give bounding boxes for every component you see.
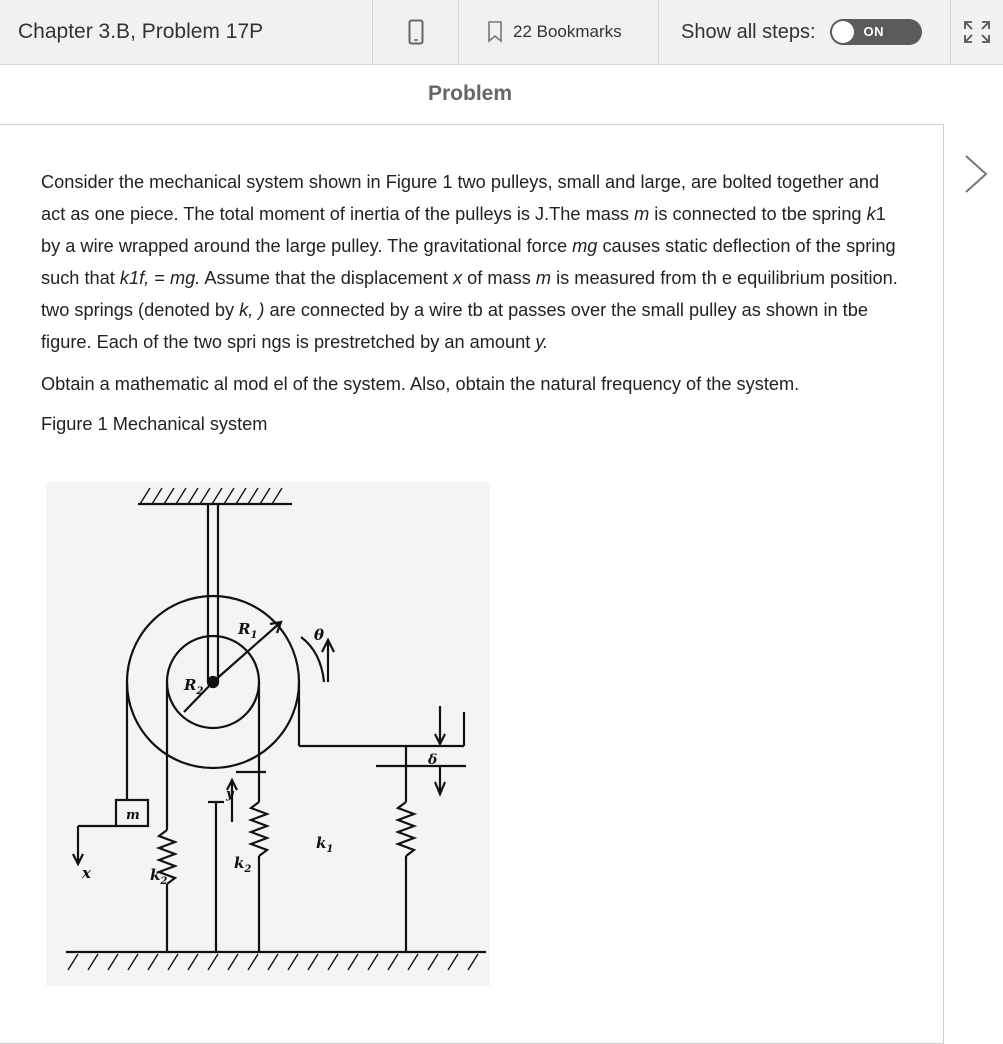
chapter-problem-title-text: Chapter 3.B, Problem 17P — [18, 20, 264, 43]
problem-text — [41, 166, 901, 440]
math-symbol: y. — [535, 332, 549, 352]
text-run: Assume that the displacement — [200, 268, 454, 288]
label-y: y — [226, 787, 234, 802]
expand-button[interactable] — [951, 0, 1003, 64]
show-all-steps — [659, 0, 951, 64]
text-run: of mass — [462, 268, 536, 288]
problem-paragraph-1 — [41, 166, 901, 358]
show-all-steps-label: Show all steps: — [681, 20, 816, 43]
text-run: are connected by a wire tb at passes over the small pulley as shown in tbe figure. Each of the two spri ngs is prestretched by an amount — [41, 300, 868, 352]
label-theta: θ — [314, 626, 325, 644]
chapter-problem-title — [0, 0, 373, 64]
text-run: 1 by a wire wrapped around the large pulley. The gravitational force — [41, 204, 886, 256]
label-mass: m — [126, 808, 140, 823]
label-k1: $k_1$ — [316, 834, 334, 855]
bookmarks-count-label: 22 Bookmarks — [513, 22, 622, 41]
text-run: Consider the mechanical system shown in Figure 1 two pulleys, small and large, are bolted together and act as one piece. The total moment of inertia of the pulleys is J.The mass — [41, 172, 880, 224]
mechanical-system-diagram — [46, 482, 490, 986]
math-symbol: x — [453, 268, 463, 288]
toggle-knob — [832, 21, 854, 43]
math-symbol: m — [535, 268, 552, 288]
label-delta: δ — [428, 752, 438, 768]
text-run: is connected to tbe spring — [649, 204, 867, 224]
top-bar — [0, 0, 1003, 65]
problem-paragraph-2: Obtain a mathematic al mod el of the system. Also, obtain the natural frequency of the system. — [41, 374, 800, 394]
mechanical-system-figure — [46, 482, 490, 986]
phone-icon — [408, 19, 424, 45]
math-symbol: k, ) — [239, 300, 265, 320]
label-r2: $R_2$ — [184, 676, 204, 697]
show-steps-toggle[interactable] — [830, 19, 922, 45]
text-run: = — [149, 268, 170, 288]
label-k2-left: $k_2$ — [150, 866, 168, 887]
label-r1: $R_1$ — [238, 620, 258, 641]
math-symbol: mg. — [169, 268, 201, 288]
bookmark-icon — [487, 21, 503, 43]
figure-caption: Figure 1 Mechanical system — [41, 414, 268, 434]
math-symbol: k1f, — [119, 268, 150, 288]
bookmarks-button[interactable] — [459, 0, 659, 64]
math-symbol: mg — [572, 236, 598, 256]
device-view-button[interactable] — [373, 0, 459, 64]
toggle-state-label: ON — [863, 24, 885, 39]
label-k2-right: $k_2$ — [234, 854, 252, 875]
text-run: is measured from th e equilibrium position. two springs (denoted by — [41, 268, 898, 320]
label-x: x — [82, 864, 91, 882]
text-run: causes static deflection of the spring such that — [41, 236, 896, 288]
math-symbol: k — [866, 204, 876, 224]
next-button[interactable] — [960, 152, 992, 196]
expand-icon — [962, 19, 992, 45]
problem-heading: Problem — [427, 82, 513, 105]
math-symbol: m — [634, 204, 650, 224]
chevron-right-icon — [960, 152, 992, 196]
